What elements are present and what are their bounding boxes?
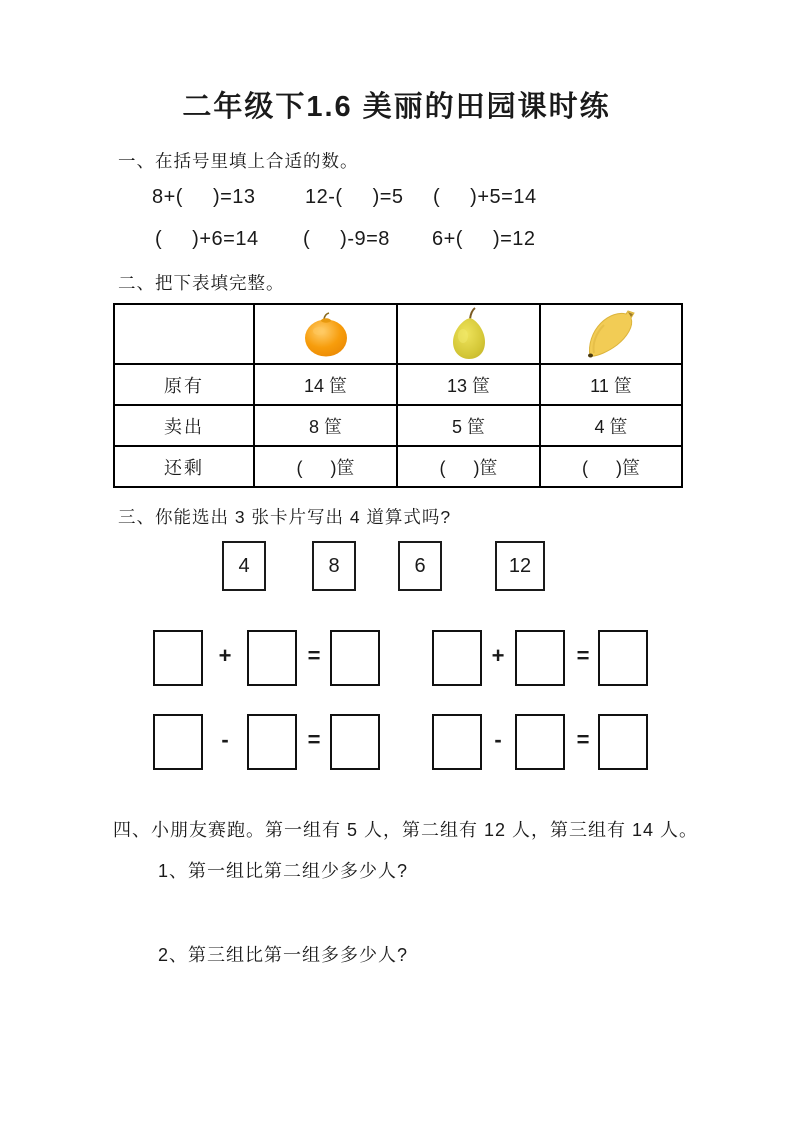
section3-heading: 三、你能选出 3 张卡片写出 4 道算式吗? [118, 507, 452, 527]
equation-prefix: 8+( [152, 186, 183, 208]
paren-open: ( [296, 457, 303, 478]
table-row [114, 364, 682, 405]
equation-prefix: ( [303, 228, 311, 250]
page-title: 二年级下1.6 美丽的田园课时练 [182, 91, 611, 123]
question-text: 1、第一组比第二组少多少人? [158, 861, 409, 881]
table-cell: 8 筐 [254, 405, 397, 446]
fill-blank-equation [152, 186, 256, 209]
paren-close: )筐 [473, 457, 498, 478]
row-label: 卖出 [114, 405, 254, 446]
table-cell-blank [254, 446, 397, 487]
equation-prefix: ( [155, 228, 163, 250]
fill-blank-equation [305, 186, 404, 209]
answer-box [153, 630, 203, 686]
equals-sign: = [307, 727, 321, 752]
plus-sign: + [218, 643, 232, 668]
equals-sign: = [576, 727, 590, 752]
equation-prefix: 12-( [305, 186, 343, 208]
equation-suffix: )=12 [492, 228, 536, 250]
number-card: 8 [312, 541, 356, 591]
paren-close: )筐 [616, 457, 640, 478]
fill-blank-equation [432, 228, 536, 251]
question-text: 2、第三组比第一组多多少人? [158, 945, 409, 965]
fill-blank-equation [303, 228, 390, 251]
table-cell-blank [397, 446, 540, 487]
banana-icon [582, 308, 640, 360]
answer-box [598, 714, 648, 770]
equals-sign: = [576, 643, 590, 668]
answer-box [153, 714, 203, 770]
answer-box [515, 714, 565, 770]
table-corner-cell [114, 304, 254, 364]
section2-heading: 二、把下表填完整。 [118, 273, 285, 293]
paren-open: ( [582, 457, 588, 478]
pear-cell [397, 304, 540, 364]
section1-heading: 一、在括号里填上合适的数。 [118, 151, 359, 171]
table-cell: 4 筐 [540, 405, 682, 446]
row-label: 还剩 [114, 446, 254, 487]
number-card: 6 [398, 541, 442, 591]
orange-icon [302, 309, 350, 359]
equation-suffix: )+5=14 [470, 186, 537, 208]
table-cell: 11 筐 [540, 364, 682, 405]
equals-sign: = [307, 643, 321, 668]
equation-prefix: ( [433, 186, 441, 208]
answer-box [432, 714, 482, 770]
table-cell-blank [540, 446, 682, 487]
equation-suffix: )=13 [212, 186, 256, 208]
table-cell: 5 筐 [397, 405, 540, 446]
paren-open: ( [439, 457, 446, 478]
pear-icon [447, 306, 491, 362]
number-card: 12 [495, 541, 545, 591]
table-row [114, 446, 682, 487]
number-card: 4 [222, 541, 266, 591]
banana-cell [540, 304, 682, 364]
minus-sign: - [221, 727, 229, 752]
equation-suffix: )-9=8 [340, 228, 390, 250]
row-label: 原有 [114, 364, 254, 405]
minus-sign: - [494, 727, 502, 752]
fill-blank-equation [155, 228, 259, 251]
equation-suffix: )+6=14 [192, 228, 259, 250]
table-cell: 14 筐 [254, 364, 397, 405]
orange-cell [254, 304, 397, 364]
equation-prefix: 6+( [432, 228, 463, 250]
answer-box [330, 714, 380, 770]
answer-box [598, 630, 648, 686]
paren-close: )筐 [330, 457, 355, 478]
answer-box [515, 630, 565, 686]
answer-box [432, 630, 482, 686]
table-row [114, 405, 682, 446]
section4-heading: 四、小朋友赛跑。第一组有 5 人，第二组有 12 人，第三组有 14 人。 [113, 820, 699, 840]
fruit-table [113, 303, 683, 488]
equation-suffix: )=5 [372, 186, 404, 208]
answer-box [247, 630, 297, 686]
plus-sign: + [491, 643, 505, 668]
answer-box [330, 630, 380, 686]
table-cell: 13 筐 [397, 364, 540, 405]
fill-blank-equation [433, 186, 537, 209]
answer-box [247, 714, 297, 770]
table-header-row [114, 304, 682, 364]
